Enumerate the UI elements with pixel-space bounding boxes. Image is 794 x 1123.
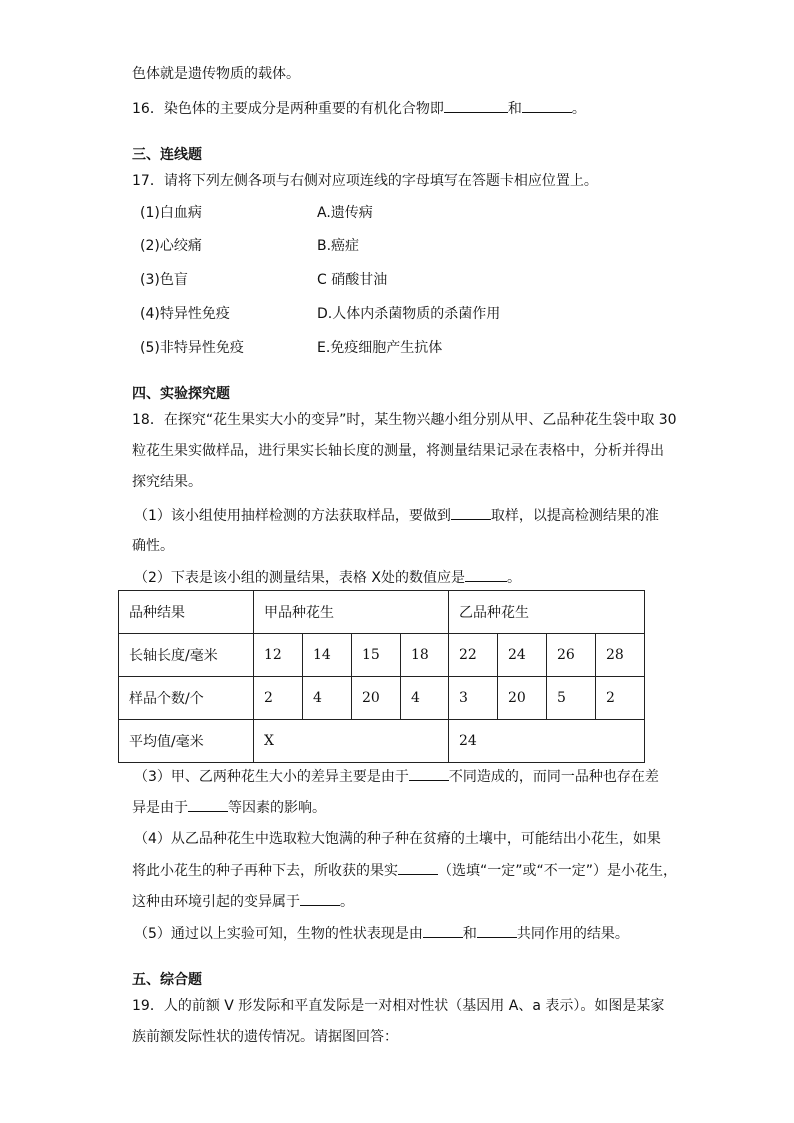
part-4: （4）从乙品种花生中选取粒大饱满的种子种在贫瘠的土壤中，可能结出小花生，如果 [134,831,661,847]
part-3 [134,766,659,787]
match-right-item: D.人体内杀菌物质的杀菌作用 [317,306,501,322]
table-cell: 12 [254,634,303,677]
match-left-item: (2)心绞痛 [140,238,202,254]
part-4 [132,891,354,912]
table-row [119,634,645,677]
question-text: （3）甲、乙两种花生大小的差异主要是由于 [134,769,409,785]
table-cell: 14 [303,634,352,677]
question-18: 粒花生果实做样品，进行果实长轴长度的测量，将测量结果记录在表格中，分析并得出 [132,443,664,459]
question-text: 不同造成的，而同一品种也存在差 [448,769,659,785]
part-2 [134,567,521,588]
table-cell: 24 [498,634,547,677]
match-right-item: B.癌症 [317,238,360,254]
measurement-table [118,590,645,763]
table-cell: X [254,720,449,763]
part-3 [132,797,326,818]
answer-blank[interactable] [423,923,463,938]
question-18: 18．在探究“花生果实大小的变异”时，某生物兴趣小组分别从甲、乙品种花生袋中取 30 [132,412,677,428]
match-right-item: A.遗传病 [317,205,373,221]
table-cell: 28 [596,634,645,677]
table-cell: 5 [547,677,596,720]
table-cell: 24 [449,720,645,763]
table-cell: 18 [401,634,449,677]
table-cell: 4 [303,677,352,720]
answer-blank[interactable] [522,98,572,113]
table-row [119,720,645,763]
question-text: 和 [462,926,477,942]
question-19: 19．人的前额 V 形发际和平直发际是一对相对性状（基因用 A、a 表示）。如图是某家 [132,998,665,1014]
table-header-row [119,591,645,634]
answer-blank[interactable] [477,923,517,938]
table-row [119,677,645,720]
answer-blank[interactable] [398,860,438,875]
table-cell: 3 [449,677,498,720]
table-header-cell: 甲品种花生 [254,591,449,634]
question-16 [132,98,586,119]
answer-blank[interactable] [451,505,491,520]
match-left-item: (1)白血病 [140,205,202,221]
question-text: 和 [507,101,522,117]
table-header-cell: 乙品种花生 [449,591,645,634]
question-text: （1）该小组使用抽样检测的方法获取样品，要做到 [134,508,451,524]
question-text: 共同作用的结果。 [516,926,629,942]
section-heading: 五、综合题 [132,972,202,988]
match-right-item: E.免疫细胞产生抗体 [317,340,443,356]
section-heading: 三、连线题 [132,147,202,163]
table-cell: 15 [352,634,401,677]
question-text: 等因素的影响。 [228,800,326,816]
table-cell: 22 [449,634,498,677]
question-text: 16．染色体的主要成分是两种重要的有机化合物即 [132,101,444,117]
question-text: （2）下表是该小组的测量结果，表格 X处的数值应是 [134,570,465,586]
part-1 [134,505,659,526]
table-cell: 20 [352,677,401,720]
part-4 [132,860,677,881]
question-text: （5）通过以上实验可知，生物的性状表现是由 [134,926,423,942]
text-line: 色体就是遗传物质的载体。 [132,66,300,82]
table-header-cell: 品种结果 [119,591,254,634]
question-text: 取样，以提高检测结果的准 [490,508,659,524]
question-text: （选填“一定”或“不一定”）是小花生， [438,863,678,879]
table-cell: 20 [498,677,547,720]
table-row-label: 样品个数/个 [119,677,254,720]
table-cell: 26 [547,634,596,677]
question-18: 探究结果。 [132,474,202,490]
match-right-item: C 硝酸甘油 [317,272,388,288]
question-text: 。 [340,894,354,910]
table-row-label: 长轴长度/毫米 [119,634,254,677]
table-cell: 2 [596,677,645,720]
section-heading: 四、实验探究题 [132,386,230,402]
question-text: 。 [571,101,586,117]
part-5 [134,923,629,944]
table-row-label: 平均值/毫米 [119,720,254,763]
question-19: 族前额发际性状的遗传情况。请据图回答： [132,1029,398,1045]
match-left-item: (3)色盲 [140,272,188,288]
match-left-item: (4)特异性免疫 [140,306,230,322]
table-cell: 2 [254,677,303,720]
question-text: 。 [506,570,521,586]
table-cell: 4 [401,677,449,720]
question-text: 这种由环境引起的变异属于 [132,894,300,910]
question-17: 17．请将下列左侧各项与右侧对应项连线的字母填写在答题卡相应位置上。 [132,173,598,189]
question-text: 将此小花生的种子再种下去，所收获的果实 [132,863,398,879]
match-left-item: (5)非特异性免疫 [140,340,244,356]
answer-blank[interactable] [465,567,507,582]
answer-blank[interactable] [188,797,228,812]
answer-blank[interactable] [409,766,449,781]
answer-blank[interactable] [300,891,340,906]
part-1: 确性。 [132,538,174,554]
question-text: 异是由于 [132,800,188,816]
answer-blank[interactable] [444,98,508,113]
